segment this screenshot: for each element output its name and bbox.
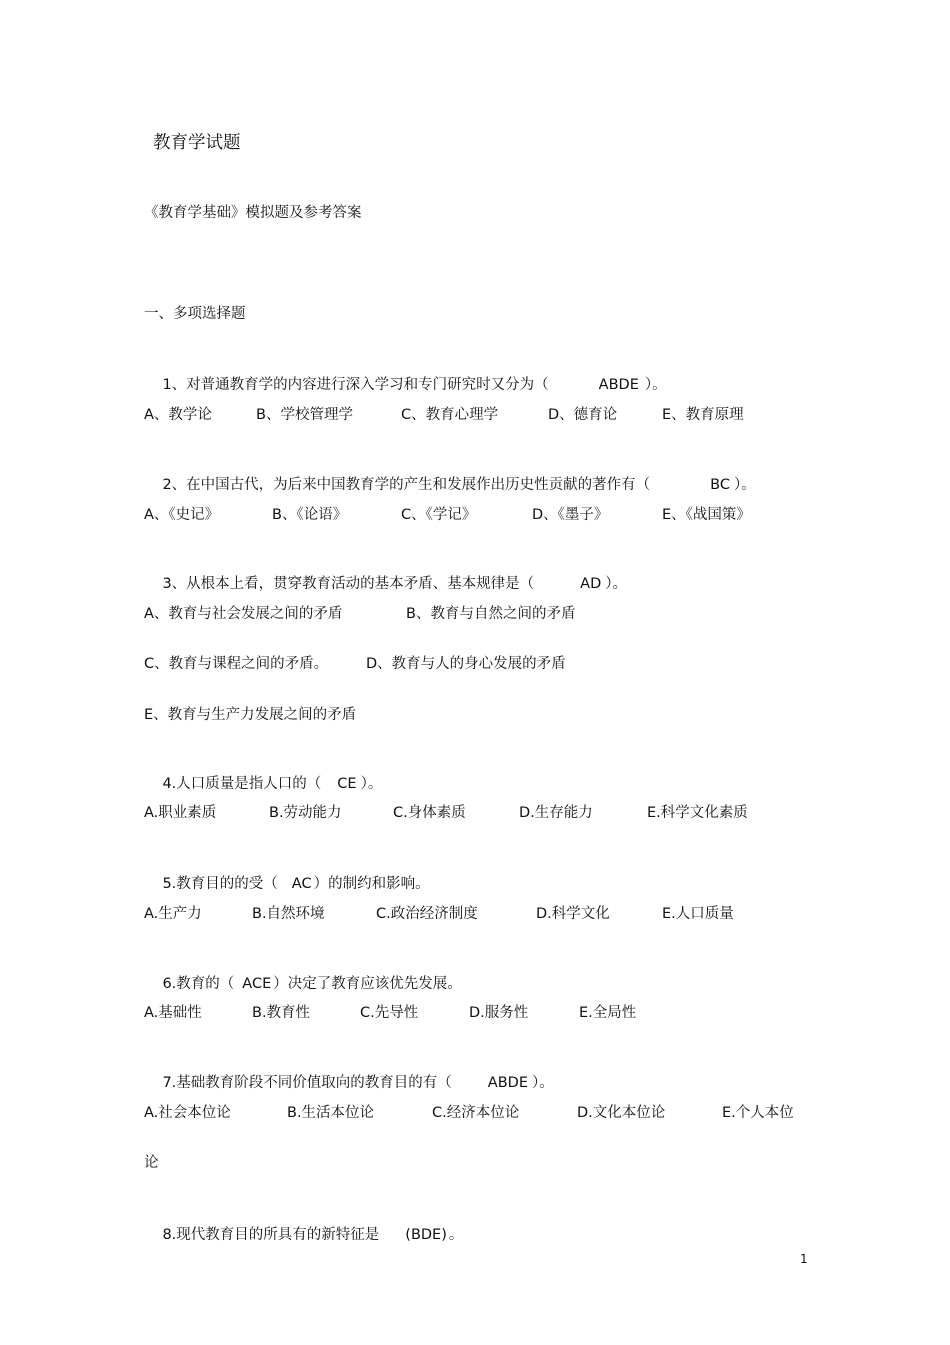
option-3d: D、教育与人的身心发展的矛盾 (366, 656, 566, 672)
option-5d: D.科学文化 (536, 906, 610, 922)
question-stem-end: ）。 (734, 477, 756, 493)
section-heading: 一、多项选择题 (144, 306, 246, 322)
option-4d: D.生存能力 (519, 805, 593, 821)
question-answer: (BDE) (405, 1227, 447, 1243)
option-2e: E、《战国策》 (662, 507, 751, 523)
option-6e: E.全局性 (579, 1005, 637, 1021)
question-stem: 5.教育目的的受（ (162, 876, 278, 892)
option-7a: A.社会本位论 (144, 1105, 231, 1121)
option-7e-wrap: 论 (144, 1155, 159, 1171)
option-3b: B、教育与自然之间的矛盾 (406, 606, 576, 622)
question-answer: AC (291, 876, 312, 892)
page-number: 1 (800, 1252, 808, 1266)
option-3a: A、教育与社会发展之间的矛盾 (144, 606, 343, 622)
option-6b: B.教育性 (252, 1005, 311, 1021)
question-stem-end: ）。 (360, 776, 383, 792)
question-stem-end: ）决定了教育应该优先发展。 (273, 976, 462, 992)
option-5e: E.人口质量 (662, 906, 734, 922)
question-stem-end: ）的制约和影响。 (313, 876, 430, 892)
option-2c: C、《学记》 (401, 507, 477, 523)
question-stem: 1、对普通教育学的内容进行深入学习和专门研究时又分为（ (162, 377, 549, 393)
option-1a: A、教学论 (144, 407, 212, 423)
option-7e: E.个人本位 (722, 1105, 794, 1121)
question-answer: BC (710, 477, 730, 493)
question-stem: 4.人口质量是指人口的（ (162, 776, 322, 792)
question-stem-end: ）。 (605, 576, 628, 592)
question-stem-end: ）。 (644, 377, 667, 393)
option-1e: E、教育原理 (662, 407, 744, 423)
option-4b: B.劳动能力 (269, 805, 342, 821)
option-1b: B、学校管理学 (256, 407, 353, 423)
page-subtitle: 《教育学基础》模拟题及参考答案 (144, 205, 362, 221)
option-6d: D.服务性 (469, 1005, 529, 1021)
option-7c: C.经济本位论 (432, 1105, 520, 1121)
question-answer: ABDE (598, 377, 639, 393)
question-answer: AD (580, 576, 602, 592)
question-8 (144, 1205, 463, 1265)
page-title: 教育学试题 (153, 133, 241, 153)
option-5a: A.生产力 (144, 906, 202, 922)
option-4e: E.科学文化素质 (647, 805, 748, 821)
question-stem: 6.教育的（ (162, 976, 235, 992)
option-2a: A、《史记》 (144, 507, 220, 523)
option-2d: D、《墨子》 (532, 507, 609, 523)
option-7b: B.生活本位论 (287, 1105, 375, 1121)
question-answer: CE (337, 776, 357, 792)
option-4a: A.职业素质 (144, 805, 217, 821)
question-answer: ABDE (487, 1075, 528, 1091)
option-4c: C.身体素质 (393, 805, 466, 821)
option-6a: A.基础性 (144, 1005, 202, 1021)
option-6c: C.先导性 (360, 1005, 419, 1021)
option-2b: B、《论语》 (272, 507, 348, 523)
option-1d: D、德育论 (548, 407, 618, 423)
option-7d: D.文化本位论 (577, 1105, 666, 1121)
question-stem: 7.基础教育阶段不同价值取向的教育目的有（ (162, 1075, 452, 1091)
option-5b: B.自然环境 (252, 906, 325, 922)
question-stem: 8.现代教育目的所具有的新特征是 (162, 1227, 380, 1243)
option-3e: E、教育与生产力发展之间的矛盾 (144, 707, 357, 723)
option-5c: C.政治经济制度 (376, 906, 478, 922)
option-1c: C、教育心理学 (401, 407, 499, 423)
option-3c: C、教育与课程之间的矛盾。 (144, 656, 329, 672)
question-stem: 3、从根本上看，贯穿教育活动的基本矛盾、基本规律是（ (162, 576, 535, 592)
question-stem: 2、在中国古代，为后来中国教育学的产生和发展作出历史性贡献的著作有（ (162, 477, 651, 493)
question-stem-end: ）。 (531, 1075, 554, 1091)
question-answer: ACE (242, 976, 272, 992)
question-stem-end: 。 (448, 1227, 464, 1243)
